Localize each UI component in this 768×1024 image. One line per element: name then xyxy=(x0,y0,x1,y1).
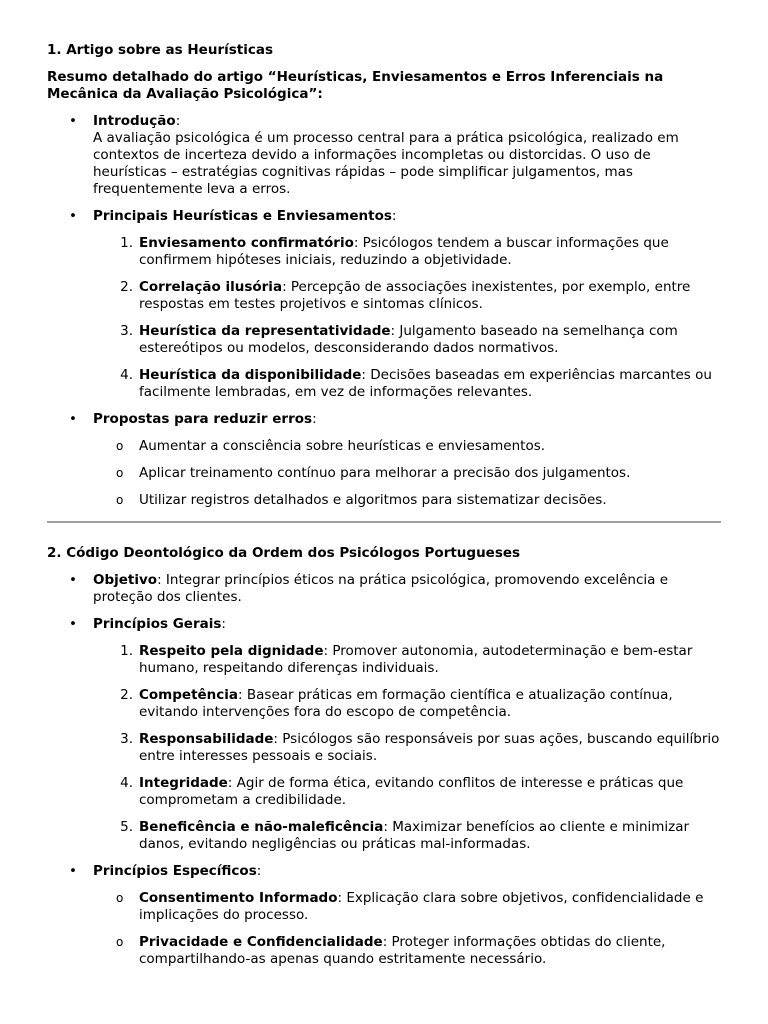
item-text: : Basear práticas em formação científica e atualização contínua, evitando intervenções fora do escopo de competência. xyxy=(139,687,673,720)
list-item xyxy=(93,775,721,809)
item-number: 4. xyxy=(120,775,133,791)
item-term: Beneficência e não-maleficência xyxy=(139,819,384,835)
list-item-intro xyxy=(47,113,721,198)
list-item xyxy=(93,492,721,509)
heuristics-label: Principais Heurísticas e Enviesamentos xyxy=(93,208,392,224)
item-text: : Agir de forma ética, evitando conflitos de interesse e práticas que comprometam a credibilidade. xyxy=(139,775,684,808)
list-item xyxy=(93,890,721,924)
item-text: Utilizar registros detalhados e algoritmos para sistematizar decisões. xyxy=(139,492,607,508)
item-number: 1. xyxy=(120,235,133,251)
item-text: Aplicar treinamento contínuo para melhorar a precisão dos julgamentos. xyxy=(139,465,631,481)
colon: : xyxy=(391,208,397,224)
colon: : xyxy=(221,616,226,632)
bullet-icon: • xyxy=(69,616,77,632)
general-principles-label: Princípios Gerais xyxy=(93,616,222,632)
specific-principles-list xyxy=(93,890,721,968)
list-item xyxy=(93,323,721,357)
list-item xyxy=(93,438,721,455)
colon: : xyxy=(312,411,317,427)
item-number: 2. xyxy=(120,279,133,295)
bullet-icon: • xyxy=(69,113,77,129)
bullet-icon: • xyxy=(69,572,77,588)
item-text: : Maximizar benefícios ao cliente e minimizar danos, evitando negligências ou práticas mal-informadas. xyxy=(139,819,690,852)
item-text: : Promover autonomia, autodeterminação e bem-estar humano, respeitando diferenças individuais. xyxy=(139,643,693,676)
item-text: : Psicólogos são responsáveis por suas ações, buscando equilíbrio entre interesses pessoais e sociais. xyxy=(139,731,720,764)
list-item-heuristics xyxy=(47,208,721,401)
item-term: Privacidade e Confidencialidade xyxy=(139,934,383,950)
circle-bullet-icon: o xyxy=(116,891,124,905)
item-number: 1. xyxy=(120,643,133,659)
section1-title: 1. Artigo sobre as Heurísticas xyxy=(47,42,273,58)
proposals-list xyxy=(93,438,721,509)
item-term: Heurística da disponibilidade xyxy=(139,367,362,383)
item-number: 3. xyxy=(120,731,133,747)
item-term: Respeito pela dignidade xyxy=(139,643,324,659)
intro-text: A avaliação psicológica é um processo central para a prática psicológica, realizado em contextos de incerteza devido a informações incompletas ou distorcidas. O uso de heurísticas – estratégias cognitivas rápidas – pode simplificar julgamentos, mas frequentemente leva a erros. xyxy=(93,130,679,197)
item-term: Enviesamento confirmatório xyxy=(139,235,354,251)
section2-list xyxy=(47,572,721,968)
list-item-proposals xyxy=(47,411,721,509)
objective-text: : Integrar princípios éticos na prática psicológica, promovendo excelência e proteção dos clientes. xyxy=(93,572,669,605)
item-number: 4. xyxy=(120,367,133,383)
section1-summary-heading: Resumo detalhado do artigo “Heurísticas, Enviesamentos e Erros Inferenciais na Mecânica da Avaliação Psicológica”: xyxy=(47,69,664,102)
list-item xyxy=(93,819,721,853)
list-item-specific-principles xyxy=(47,863,721,968)
heuristics-list xyxy=(93,235,721,401)
circle-bullet-icon: o xyxy=(116,935,124,949)
item-term: Consentimento Informado xyxy=(139,890,338,906)
item-text: : Percepção de associações inexistentes, por exemplo, entre respostas em testes projetivos e sintomas clínicos. xyxy=(139,279,691,312)
list-item xyxy=(93,465,721,482)
specific-principles-label: Princípios Específicos xyxy=(93,863,257,879)
item-text: Aumentar a consciência sobre heurísticas e enviesamentos. xyxy=(139,438,546,454)
intro-label: Introdução xyxy=(93,113,176,129)
item-term: Heurística da representatividade xyxy=(139,323,391,339)
item-text: : Psicólogos tendem a buscar informações que confirmem hipóteses iniciais, reduzindo a objetividade. xyxy=(139,235,669,268)
item-term: Integridade xyxy=(139,775,228,791)
list-item xyxy=(93,687,721,721)
list-item xyxy=(93,934,721,968)
list-item-objective xyxy=(47,572,721,606)
section2-title: 2. Código Deontológico da Ordem dos Psicólogos Portugueses xyxy=(47,545,521,561)
item-text: : Explicação clara sobre objetivos, confidencialidade e implicações do processo. xyxy=(139,890,704,923)
general-principles-list xyxy=(93,643,721,853)
item-term: Correlação ilusória xyxy=(139,279,283,295)
circle-bullet-icon: o xyxy=(116,466,124,480)
item-text: : Proteger informações obtidas do cliente, compartilhando-as apenas quando estritamente necessário. xyxy=(139,934,666,967)
item-text: : Decisões baseadas em experiências marcantes ou facilmente lembradas, em vez de informações relevantes. xyxy=(139,367,712,400)
colon: : xyxy=(175,113,181,129)
list-item xyxy=(93,367,721,401)
circle-bullet-icon: o xyxy=(116,493,124,507)
item-number: 5. xyxy=(120,819,133,835)
circle-bullet-icon: o xyxy=(116,439,124,453)
bullet-icon: • xyxy=(69,208,77,224)
section1-list xyxy=(47,113,721,509)
list-item xyxy=(93,731,721,765)
section-divider xyxy=(47,521,721,523)
list-item xyxy=(93,235,721,269)
bullet-icon: • xyxy=(69,411,77,427)
item-number: 2. xyxy=(120,687,133,703)
bullet-icon: • xyxy=(69,863,77,879)
list-item xyxy=(93,279,721,313)
item-term: Competência xyxy=(139,687,239,703)
item-text: : Julgamento baseado na semelhança com estereótipos ou modelos, desconsiderando dados normativos. xyxy=(139,323,678,356)
item-term: Responsabilidade xyxy=(139,731,274,747)
colon: : xyxy=(256,863,262,879)
item-number: 3. xyxy=(120,323,133,339)
list-item-general-principles xyxy=(47,616,721,853)
proposals-label: Propostas para reduzir erros xyxy=(93,411,313,427)
list-item xyxy=(93,643,721,677)
objective-label: Objetivo xyxy=(93,572,158,588)
